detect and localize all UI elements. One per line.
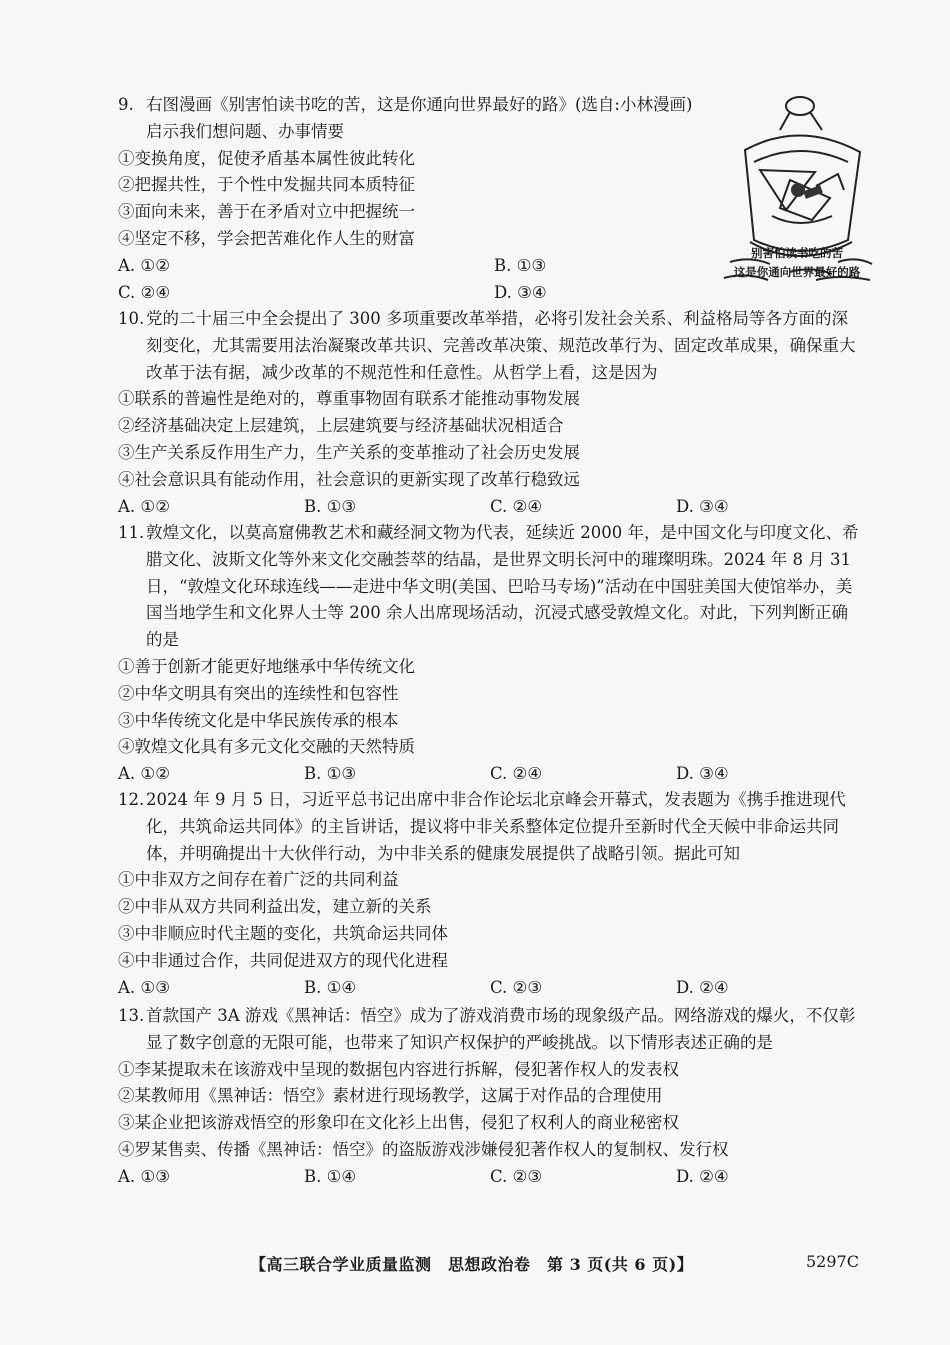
option-d: D. ③④	[676, 496, 729, 516]
statement-4: ④中非通过合作，共同促进双方的现代化进程	[118, 950, 448, 970]
option-c: C. ②④	[118, 282, 171, 302]
option-a: A. ①②	[118, 255, 170, 275]
option-b: B. ①③	[304, 496, 357, 516]
question-stem: 首款国产 3A 游戏《黑神话：悟空》成为了游戏消费市场的现象级产品。网络游戏的爆火，不仅彰显了数字创意的无限可能，也带来了知识产权保护的严峻挑战。以下情形表述正确的是	[146, 1006, 856, 1052]
statement-1: ①善于创新才能更好地继承中华传统文化	[118, 656, 415, 676]
option-c: C. ②③	[490, 1166, 543, 1186]
option-c: C. ②④	[490, 496, 543, 516]
statement-2: ②经济基础决定上层建筑，上层建筑要与经济基础状况相适合	[118, 416, 564, 436]
statement-4: ④社会意识具有能动作用，社会意识的更新实现了改革行稳致远	[118, 469, 580, 489]
question-13	[118, 1003, 863, 1191]
statement-2: ②某教师用《黑神话：悟空》素材进行现场教学，这属于对作品的合理使用	[118, 1086, 663, 1106]
cartoon-caption-line-1: 别害怕读书吃的苦	[751, 246, 843, 260]
statement-2: ②中非从双方共同利益出发，建立新的关系	[118, 897, 432, 917]
statement-2: ②中华文明具有突出的连续性和包容性	[118, 683, 399, 703]
question-number: 10.	[118, 309, 145, 328]
statement-1: ①李某提取未在该游戏中呈现的数据包内容进行拆解，侵犯著作权人的发表权	[118, 1059, 679, 1079]
question-9	[118, 92, 708, 306]
statement-3: ③生产关系反作用生产力，生产关系的变革推动了社会历史发展	[118, 442, 580, 462]
statement-4: ④坚定不移，学会把苦难化作人生的财富	[118, 228, 415, 248]
statement-1: ①中非双方之间存在着广泛的共同利益	[118, 870, 399, 890]
cartoon-caption-line-2: 这是你通向世界最好的路	[733, 265, 861, 279]
paper-code: 5297C	[806, 1252, 859, 1271]
question-stem: 敦煌文化，以莫高窟佛教艺术和藏经洞文物为代表，延续近 2000 年，是中国文化与印度文化、希腊文化、波斯文化等外来文化交融荟萃的结晶，是世界文明长河中的璀璨明珠。2024 年 8 月 31 日，“敦煌文化环球连线——走进中华文明(美国、巴哈马专场)”活动在中国驻美国大使馆举办，美国当地学生和文化界人士等 200 余人出席现场活动，沉浸式感受敦煌文化。对此，下列判断正确的是	[146, 523, 859, 650]
statement-1: ①联系的普遍性是绝对的，尊重事物固有联系才能推动事物发展	[118, 389, 580, 409]
option-a: A. ①③	[118, 977, 170, 997]
statement-3: ③面向未来，善于在矛盾对立中把握统一	[118, 202, 415, 222]
option-c: C. ②③	[490, 977, 543, 997]
option-d: D. ②④	[676, 977, 729, 997]
question-11	[118, 520, 863, 788]
statement-3: ③中非顺应时代主题的变化，共筑命运共同体	[118, 923, 448, 943]
option-b: B. ①④	[304, 1166, 357, 1186]
question-stem: 党的二十届三中全会提出了 300 多项重要改革举措，必将引发社会关系、利益格局等各方面的深刻变化，尤其需要用法治凝聚改革共识、完善改革决策、规范改革行为、固定改革成果，确保重大改革于法有据，减少改革的不规范性和任意性。从哲学上看，这是因为	[146, 309, 856, 382]
option-d: D. ③④	[676, 764, 729, 784]
option-b: B. ①③	[304, 764, 357, 784]
option-b: B. ①③	[494, 255, 547, 275]
question-12	[118, 787, 863, 1001]
question-number: 9.	[118, 95, 134, 114]
question-10	[118, 306, 863, 520]
page-footer: 【高三联合学业质量监测 思想政治卷 第 3 页(共 6 页)】	[250, 1255, 694, 1274]
question-stem: 右图漫画《别害怕读书吃的苦，这是你通向世界最好的路》(选自:小林漫画)启示我们想问题、办事情要	[146, 95, 693, 141]
option-d: D. ②④	[676, 1166, 729, 1186]
option-a: A. ①②	[118, 496, 170, 516]
statement-4: ④敦煌文化具有多元文化交融的天然特质	[118, 737, 415, 757]
statement-1: ①变换角度，促使矛盾基本属性彼此转化	[118, 148, 415, 168]
statement-3: ③中华传统文化是中华民族传承的根本	[118, 710, 399, 730]
question-number: 11.	[118, 523, 145, 542]
option-d: D. ③④	[494, 282, 547, 302]
statement-3: ③某企业把该游戏悟空的形象印在文化衫上出售，侵犯了权利人的商业秘密权	[118, 1113, 679, 1133]
option-a: A. ①②	[118, 764, 170, 784]
statement-2: ②把握共性，于个性中发掘共同本质特征	[118, 175, 415, 195]
option-a: A. ①③	[118, 1166, 170, 1186]
question-stem: 2024 年 9 月 5 日，习近平总书记出席中非合作论坛北京峰会开幕式，发表题为《携手推进现代化，共筑命运共同体》的主旨讲话，提议将中非关系整体定位提升至新时代全天候中非命运共同体，并明确提出十大伙伴行动，为中非关系的健康发展提供了战略引领。据此可知	[146, 790, 846, 863]
question-number: 13.	[118, 1006, 145, 1025]
option-c: C. ②④	[490, 764, 543, 784]
question-number: 12.	[118, 790, 145, 809]
option-b: B. ①④	[304, 977, 357, 997]
statement-4: ④罗某售卖、传播《黑神话：悟空》的盗版游戏涉嫌侵犯著作权人的复制权、发行权	[118, 1139, 729, 1159]
